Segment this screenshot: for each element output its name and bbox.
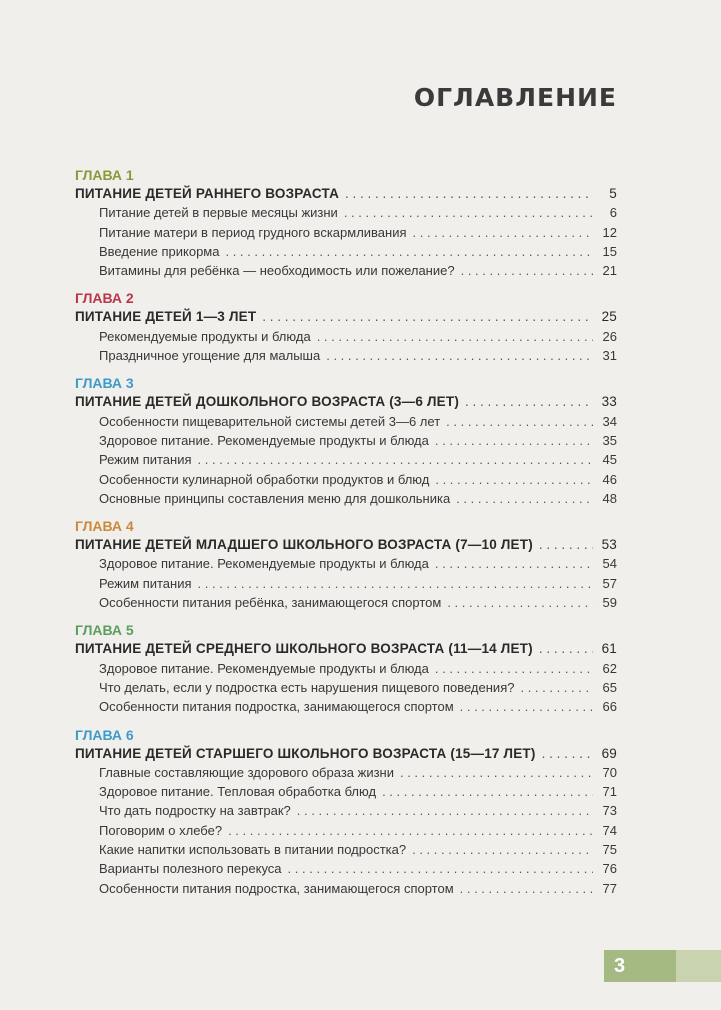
leader-dots	[382, 782, 593, 801]
page-tab-strip	[676, 950, 721, 982]
toc-entry[interactable]	[75, 489, 617, 508]
page-ref: 59	[602, 595, 617, 611]
entry-title: Что делать, если у подростка есть нарушения пищевого поведения?	[99, 679, 515, 695]
page-ref: 65	[602, 679, 617, 695]
page-ref: 74	[602, 822, 617, 838]
page-ref: 73	[602, 803, 617, 819]
page-ref: 48	[602, 490, 617, 506]
page-ref: 5	[609, 186, 617, 201]
entry-title: Особенности кулинарной обработки продуктов и блюд	[99, 471, 430, 487]
leader-dots	[460, 879, 593, 898]
leader-dots	[542, 744, 593, 763]
toc-entry[interactable]	[75, 470, 617, 489]
toc-entry[interactable]	[75, 450, 617, 469]
toc-entry[interactable]	[75, 840, 617, 859]
page-ref: 26	[602, 328, 617, 344]
entry-title: Здоровое питание. Тепловая обработка блюд	[99, 784, 377, 800]
chapter-title-row[interactable]	[75, 744, 617, 763]
chapter-2	[75, 289, 617, 365]
page-ref: 6	[609, 205, 617, 221]
leader-dots	[198, 450, 593, 469]
toc-entry[interactable]	[75, 678, 617, 697]
chapter-title-row[interactable]	[75, 184, 617, 203]
page-ref: 12	[602, 224, 617, 240]
entry-title: Режим питания	[99, 452, 192, 468]
leader-dots	[435, 659, 593, 678]
chapter-label: ГЛАВА 6	[75, 726, 134, 743]
chapter-label: ГЛАВА 5	[75, 622, 134, 639]
leader-dots	[520, 678, 593, 697]
page-ref: 46	[602, 471, 617, 487]
leader-dots	[225, 242, 593, 261]
toc-entry[interactable]	[75, 412, 617, 431]
entry-title: Варианты полезного перекуса	[99, 861, 282, 877]
page-ref: 57	[602, 575, 617, 591]
chapter-title: ПИТАНИЕ ДЕТЕЙ СТАРШЕГО ШКОЛЬНОГО ВОЗРАСТА (15—17 ЛЕТ)	[75, 745, 536, 761]
chapter-title: ПИТАНИЕ ДЕТЕЙ ДОШКОЛЬНОГО ВОЗРАСТА (3—6 ЛЕТ)	[75, 394, 460, 410]
page-number-box	[604, 950, 676, 982]
chapter-title: ПИТАНИЕ ДЕТЕЙ СРЕДНЕГО ШКОЛЬНОГО ВОЗРАСТА (11—14 ЛЕТ)	[75, 641, 533, 657]
leader-dots	[326, 346, 593, 365]
leader-dots	[288, 859, 593, 878]
entry-title: Поговорим о хлебе?	[99, 822, 223, 838]
page-ref: 54	[602, 556, 617, 572]
entry-title: Особенности питания подростка, занимающегося спортом	[99, 699, 454, 715]
toc-entry[interactable]	[75, 223, 617, 242]
leader-dots	[228, 821, 593, 840]
page-ref: 33	[601, 394, 617, 410]
toc-entry[interactable]	[75, 242, 617, 261]
toc-entry[interactable]	[75, 697, 617, 716]
toc-entry[interactable]	[75, 763, 617, 782]
entry-title: Режим питания	[99, 575, 192, 591]
page-ref: 35	[602, 432, 617, 448]
page-ref: 45	[602, 452, 617, 468]
toc-entry[interactable]	[75, 859, 617, 878]
chapter-5	[75, 621, 617, 716]
entry-title: Какие напитки использовать в питании подростка?	[99, 842, 407, 858]
leader-dots	[297, 801, 593, 820]
entry-title: Здоровое питание. Рекомендуемые продукты и блюда	[99, 556, 429, 572]
chapter-label: ГЛАВА 4	[75, 518, 134, 535]
toc-entry[interactable]	[75, 261, 617, 280]
page-title: ОГЛАВЛЕНИЕ	[413, 83, 617, 112]
leader-dots	[435, 554, 593, 573]
leader-dots	[460, 697, 593, 716]
chapter-title: ПИТАНИЕ ДЕТЕЙ МЛАДШЕГО ШКОЛЬНОГО ВОЗРАСТА (7—10 ЛЕТ)	[75, 537, 533, 553]
entry-title: Питание матери в период грудного вскармливания	[99, 224, 407, 240]
page-ref: 75	[602, 842, 617, 858]
page-ref: 70	[602, 764, 617, 780]
chapter-title-row[interactable]	[75, 639, 617, 658]
chapter-title: ПИТАНИЕ ДЕТЕЙ РАННЕГО ВОЗРАСТА	[75, 186, 340, 201]
chapter-title-row[interactable]	[75, 307, 617, 326]
page-ref: 34	[602, 413, 617, 429]
page-ref: 69	[601, 745, 617, 761]
page-ref: 71	[602, 784, 617, 800]
entry-title: Особенности питания подростка, занимающегося спортом	[99, 880, 454, 896]
leader-dots	[317, 327, 593, 346]
leader-dots	[461, 261, 593, 280]
chapter-label: ГЛАВА 3	[75, 375, 134, 392]
leader-dots	[465, 392, 593, 411]
leader-dots	[345, 184, 593, 203]
entry-title: Витамины для ребёнка — необходимость или пожелание?	[99, 263, 455, 279]
leader-dots	[344, 203, 593, 222]
page-ref: 62	[602, 660, 617, 676]
toc-entry[interactable]	[75, 801, 617, 820]
chapter-6	[75, 726, 617, 898]
leader-dots	[447, 593, 593, 612]
leader-dots	[435, 431, 593, 450]
page-ref: 76	[602, 861, 617, 877]
entry-title: Особенности пищеварительной системы детей 3—6 лет	[99, 413, 441, 429]
page-ref: 61	[601, 641, 617, 657]
toc-entry[interactable]	[75, 203, 617, 222]
chapter-4	[75, 517, 617, 612]
toc-entry[interactable]	[75, 593, 617, 612]
leader-dots	[400, 763, 593, 782]
entry-title: Питание детей в первые месяцы жизни	[99, 205, 338, 221]
leader-dots	[539, 639, 593, 658]
toc-entry[interactable]	[75, 782, 617, 801]
entry-title: Основные принципы составления меню для дошкольника	[99, 490, 451, 506]
toc-entry[interactable]	[75, 346, 617, 365]
entry-title: Здоровое питание. Рекомендуемые продукты и блюда	[99, 660, 429, 676]
toc-entry[interactable]	[75, 574, 617, 593]
chapter-1	[75, 166, 617, 280]
leader-dots	[446, 412, 593, 431]
chapter-label: ГЛАВА 2	[75, 290, 134, 307]
entry-title: Что дать подростку на завтрак?	[99, 803, 291, 819]
leader-dots	[412, 840, 593, 859]
leader-dots	[262, 307, 593, 326]
toc-entry[interactable]	[75, 659, 617, 678]
table-of-contents	[75, 166, 617, 898]
entry-title: Рекомендуемые продукты и блюда	[99, 328, 311, 344]
toc-entry[interactable]	[75, 554, 617, 573]
entry-title: Введение прикорма	[99, 243, 220, 259]
toc-entry[interactable]	[75, 821, 617, 840]
leader-dots	[539, 535, 593, 554]
page-ref: 77	[602, 880, 617, 896]
chapter-title: ПИТАНИЕ ДЕТЕЙ 1—3 ЛЕТ	[75, 309, 257, 325]
page-ref: 25	[601, 309, 617, 325]
chapter-title-row[interactable]	[75, 392, 617, 411]
page-ref: 53	[601, 537, 617, 553]
entry-title: Здоровое питание. Рекомендуемые продукты и блюда	[99, 432, 429, 448]
toc-entry[interactable]	[75, 879, 617, 898]
toc-entry[interactable]	[75, 327, 617, 346]
entry-title: Главные составляющие здорового образа жизни	[99, 764, 394, 780]
leader-dots	[435, 470, 593, 489]
leader-dots	[413, 223, 593, 242]
chapter-title-row[interactable]	[75, 535, 617, 554]
page-number: 3	[614, 954, 626, 977]
toc-entry[interactable]	[75, 431, 617, 450]
page-ref: 21	[602, 263, 617, 279]
page-ref: 31	[602, 348, 617, 364]
page-ref: 15	[602, 243, 617, 259]
leader-dots	[198, 574, 593, 593]
leader-dots	[456, 489, 593, 508]
entry-title: Праздничное угощение для малыша	[99, 348, 321, 364]
chapter-3	[75, 374, 617, 508]
page-ref: 66	[602, 699, 617, 715]
chapter-label: ГЛАВА 1	[75, 167, 134, 183]
entry-title: Особенности питания ребёнка, занимающегося спортом	[99, 595, 442, 611]
